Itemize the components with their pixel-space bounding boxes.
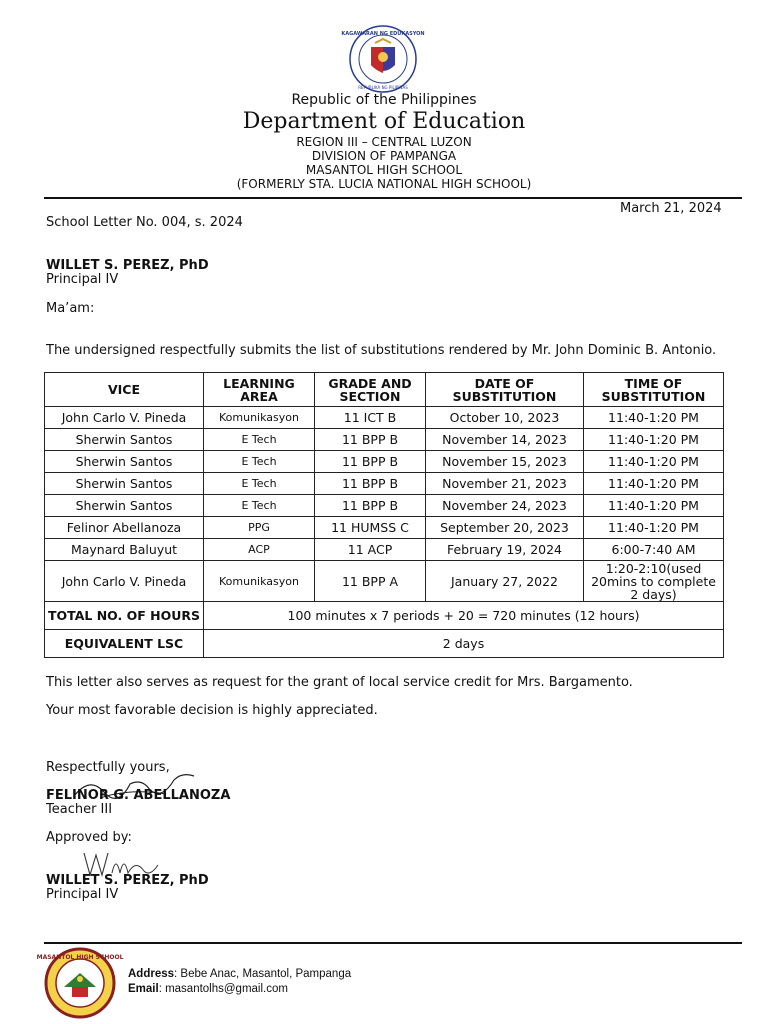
cell-time: 11:40-1:20 PM bbox=[584, 473, 724, 495]
header-divider bbox=[44, 197, 742, 199]
cell-area: Komunikasyon bbox=[204, 407, 315, 429]
cell-time: 11:40-1:20 PM bbox=[584, 451, 724, 473]
cell-date: October 10, 2023 bbox=[426, 407, 584, 429]
table-header-row bbox=[45, 373, 724, 407]
cell-section: 11 BPP B bbox=[315, 495, 426, 517]
cell-time: 11:40-1:20 PM bbox=[584, 517, 724, 539]
cell-time: 11:40-1:20 PM bbox=[584, 429, 724, 451]
header-learning-area: LEARNING AREA bbox=[204, 373, 315, 407]
school-seal-logo bbox=[36, 947, 124, 1019]
equivalent-lsc-value: 2 days bbox=[204, 630, 724, 658]
cell-date: September 20, 2023 bbox=[426, 517, 584, 539]
closing-paragraph: Your most favorable decision is highly appreciated. bbox=[46, 703, 378, 718]
cell-vice: Sherwin Santos bbox=[45, 451, 204, 473]
table-row bbox=[45, 517, 724, 539]
total-hours-label: TOTAL NO. OF HOURS bbox=[45, 602, 204, 630]
school-line: MASANTOL HIGH SCHOOL bbox=[305, 163, 463, 177]
table-row bbox=[45, 561, 724, 602]
header-time: TIME OF SUBSTITUTION bbox=[584, 373, 724, 407]
cell-date: November 21, 2023 bbox=[426, 473, 584, 495]
cell-date: November 14, 2023 bbox=[426, 429, 584, 451]
cell-time: 1:20-2:10(used 20mins to complete 2 days) bbox=[584, 561, 724, 602]
cell-section: 11 BPP B bbox=[315, 429, 426, 451]
cell-vice: Maynard Baluyut bbox=[45, 539, 204, 561]
division-line: DIVISION OF PAMPANGA bbox=[311, 149, 457, 163]
cell-area: PPG bbox=[204, 517, 315, 539]
table-row bbox=[45, 407, 724, 429]
table-row bbox=[45, 539, 724, 561]
address-line bbox=[128, 968, 351, 980]
cell-area: E Tech bbox=[204, 429, 315, 451]
table-row bbox=[45, 429, 724, 451]
complimentary-close: Respectfully yours, bbox=[46, 760, 170, 775]
cell-date: January 27, 2022 bbox=[426, 561, 584, 602]
sender-title: Teacher III bbox=[46, 802, 113, 817]
approver-title: Principal IV bbox=[46, 887, 119, 902]
svg-text:MASANTOL HIGH SCHOOL: MASANTOL HIGH SCHOOL bbox=[36, 954, 124, 961]
footer-divider bbox=[44, 942, 742, 944]
region-line: REGION III – CENTRAL LUZON bbox=[296, 135, 472, 149]
cell-vice: Sherwin Santos bbox=[45, 429, 204, 451]
email-line bbox=[128, 983, 288, 995]
cell-vice: John Carlo V. Pineda bbox=[45, 561, 204, 602]
cell-date: November 15, 2023 bbox=[426, 451, 584, 473]
cell-section: 11 ICT B bbox=[315, 407, 426, 429]
intro-paragraph: The undersigned respectfully submits the list of substitutions rendered by Mr. John Dominic B. Antonio. bbox=[46, 343, 717, 358]
sender-name: FELINOR G. ABELLANOZA bbox=[46, 788, 231, 803]
cell-vice: Felinor Abellanoza bbox=[45, 517, 204, 539]
cell-time: 11:40-1:20 PM bbox=[584, 407, 724, 429]
cell-area: E Tech bbox=[204, 495, 315, 517]
cell-time: 11:40-1:20 PM bbox=[584, 495, 724, 517]
cell-vice: Sherwin Santos bbox=[45, 473, 204, 495]
salutation: Ma’am: bbox=[46, 301, 95, 316]
cell-section: 11 BPP B bbox=[315, 473, 426, 495]
deped-seal-logo bbox=[341, 25, 425, 93]
cell-date: February 19, 2024 bbox=[426, 539, 584, 561]
republic-heading: Republic of the Philippines bbox=[291, 92, 477, 108]
header-grade-section: GRADE AND SECTION bbox=[315, 373, 426, 407]
cell-section: 11 BPP A bbox=[315, 561, 426, 602]
approver-name: WILLET S. PEREZ, PhD bbox=[46, 873, 209, 888]
substitution-table bbox=[44, 372, 724, 658]
former-name-line: (FORMERLY STA. LUCIA NATIONAL HIGH SCHOOL) bbox=[236, 177, 532, 191]
cell-area: Komunikasyon bbox=[204, 561, 315, 602]
table-row bbox=[45, 451, 724, 473]
letter-number: School Letter No. 004, s. 2024 bbox=[46, 215, 243, 230]
cell-area: E Tech bbox=[204, 451, 315, 473]
total-hours-row bbox=[45, 602, 724, 630]
table-row bbox=[45, 495, 724, 517]
equivalent-lsc-label: EQUIVALENT LSC bbox=[45, 630, 204, 658]
address-value: : Bebe Anac, Masantol, Pampanga bbox=[174, 968, 352, 980]
equivalent-lsc-row bbox=[45, 630, 724, 658]
cell-section: 11 BPP B bbox=[315, 451, 426, 473]
svg-text:REPUBLIKA NG PILIPINAS: REPUBLIKA NG PILIPINAS bbox=[358, 85, 408, 90]
email-value: : masantolhs@gmail.com bbox=[158, 983, 288, 995]
recipient-name: WILLET S. PEREZ, PhD bbox=[46, 258, 209, 273]
header-vice: VICE bbox=[45, 373, 204, 407]
address-label: Address bbox=[128, 968, 175, 980]
letter-date: March 21, 2024 bbox=[620, 201, 722, 216]
cell-time: 6:00-7:40 AM bbox=[584, 539, 724, 561]
recipient-title: Principal IV bbox=[46, 272, 119, 287]
svg-text:KAGAWARAN NG EDUKASYON: KAGAWARAN NG EDUKASYON bbox=[341, 31, 425, 37]
cell-section: 11 ACP bbox=[315, 539, 426, 561]
cell-section: 11 HUMSS C bbox=[315, 517, 426, 539]
cell-vice: Sherwin Santos bbox=[45, 495, 204, 517]
department-heading: Department of Education bbox=[242, 109, 526, 134]
approved-by-label: Approved by: bbox=[46, 830, 132, 845]
request-paragraph: This letter also serves as request for the grant of local service credit for Mrs. Bargamento. bbox=[46, 675, 633, 690]
email-label: Email bbox=[128, 983, 159, 995]
cell-area: E Tech bbox=[204, 473, 315, 495]
cell-date: November 24, 2023 bbox=[426, 495, 584, 517]
cell-area: ACP bbox=[204, 539, 315, 561]
total-hours-value: 100 minutes x 7 periods + 20 = 720 minutes (12 hours) bbox=[204, 602, 724, 630]
table-row bbox=[45, 473, 724, 495]
cell-vice: John Carlo V. Pineda bbox=[45, 407, 204, 429]
header-date: DATE OF SUBSTITUTION bbox=[426, 373, 584, 407]
